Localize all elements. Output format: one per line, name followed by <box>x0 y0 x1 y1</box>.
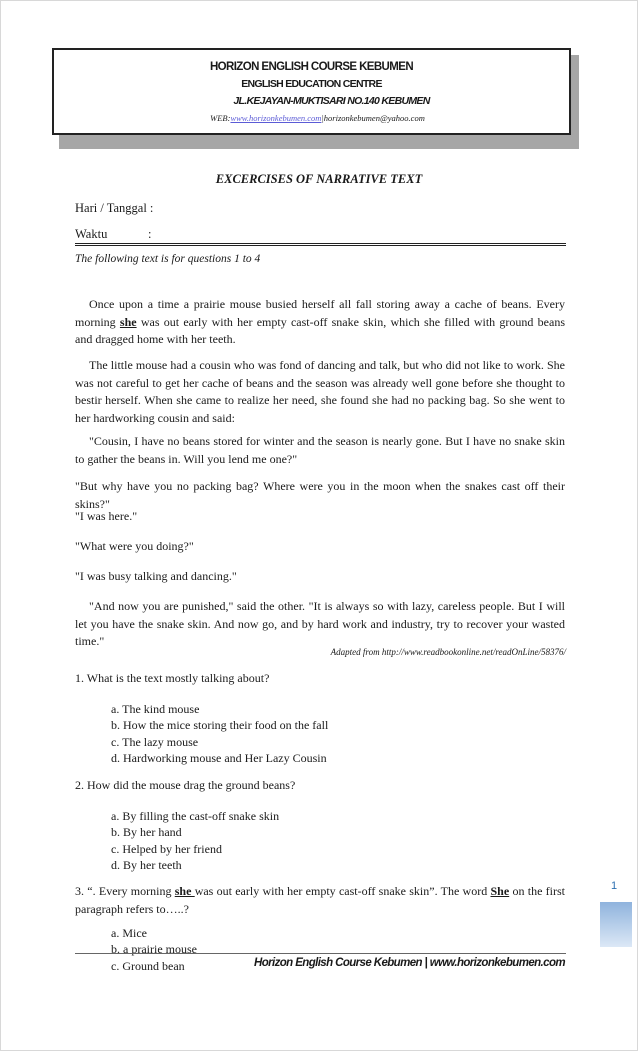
story-paragraph-5: "I was here." <box>75 509 138 523</box>
divider <box>75 243 566 246</box>
story-paragraph-4: "But why have you no packing bag? Where were you in the moon when the snakes cast off their skins?" <box>75 479 565 511</box>
waktu-field <box>75 227 152 242</box>
source-citation: Adapted from http://www.readbookonline.net/readOnLine/58376/ <box>330 647 566 657</box>
option: d. By her teeth <box>111 857 182 872</box>
footer-divider <box>75 953 566 954</box>
underlined-she-capital: She <box>490 884 510 898</box>
story-paragraph-7: "I was busy talking and dancing." <box>75 569 237 583</box>
letterhead-subtitle: ENGLISH EDUCATION CENTRE <box>241 78 382 90</box>
question-1: 1. What is the text mostly talking about? <box>75 671 270 685</box>
option: b. By her hand <box>111 825 182 840</box>
option: c. Ground bean <box>111 958 185 973</box>
option: c. The lazy mouse <box>111 734 199 749</box>
story-paragraph-6: "What were you doing?" <box>75 539 194 553</box>
option: a. The kind mouse <box>111 702 200 716</box>
web-label: WEB: <box>210 113 231 123</box>
option: b. How the mice storing their food on the fall <box>111 718 329 733</box>
question-1-options <box>111 701 328 766</box>
letterhead <box>52 48 571 135</box>
story-p1-start: Once upon a time a prairie mouse busied herself all fall storing away a cache of beans. Every morning <box>75 297 565 329</box>
question-3 <box>75 883 565 918</box>
question-3-options <box>111 925 197 974</box>
website-link[interactable]: www.horizonkebumen.com <box>230 113 322 123</box>
underlined-she: she <box>119 314 137 329</box>
letterhead-contact <box>54 113 569 123</box>
waktu-colon: : <box>148 227 152 241</box>
letterhead-institution: HORIZON ENGLISH COURSE KEBUMEN <box>209 61 414 73</box>
waktu-label: Waktu <box>75 227 108 241</box>
hari-tanggal-label: Hari / Tanggal : <box>75 201 154 215</box>
page-title: EXCERCISES OF NARRATIVE TEXT <box>215 172 423 186</box>
story-paragraph-3: "Cousin, I have no beans stored for winter and the season is nearly gone. But I have no snake skin to gather the beans in. Will you lend me one?" <box>75 434 565 466</box>
question-3-part-c: on the first paragraph refers to…..? <box>75 884 565 916</box>
underlined-she: she <box>174 884 195 898</box>
option: b. a prairie mouse <box>111 942 197 957</box>
instruction-text: The following text is for questions 1 to 4 <box>75 253 261 265</box>
question-2: 2. How did the mouse drag the ground beans? <box>75 778 296 792</box>
page-number: 1 <box>611 880 618 892</box>
story-paragraph-8: "And now you are punished," said the other. "It is always so with lazy, careless people. But I will let you have the snake skin. And now go, and by hard work and industry, try to recover your wasted time." <box>75 599 565 648</box>
footer-text: Horizon English Course Kebumen | www.horizonkebumen.com <box>254 957 565 969</box>
story-paragraph-1 <box>75 296 565 349</box>
option: c. Helped by her friend <box>111 841 222 856</box>
option: a. Mice <box>111 926 147 940</box>
question-2-options <box>111 808 279 873</box>
option: a. By filling the cast-off snake skin <box>111 809 280 823</box>
question-3-part-b: was out early with her empty cast-off snake skin”. The word <box>194 884 491 898</box>
letterhead-address: JL.KEJAYAN-MUKTISARI NO.140 KEBUMEN <box>233 95 430 107</box>
question-3-part-a: 3. “. Every morning <box>75 884 175 898</box>
email-text: |horizonkebumen@yahoo.com <box>321 113 425 123</box>
page-tab-decoration <box>600 902 632 947</box>
option: d. Hardworking mouse and Her Lazy Cousin <box>111 750 327 765</box>
story-p1-end: was out early with her empty cast-off snake skin, which she filled with ground beans and dragged home with her teeth. <box>75 314 565 346</box>
story-paragraph-2: The little mouse had a cousin who was fond of dancing and talk, but who did not like to work. She was not careful to get her cache of beans and the season was already well gone before she thought to bestir herself. When she came to realize her need, she found she had no packing bag. So she went to her hardworking cousin and said: <box>75 358 565 425</box>
